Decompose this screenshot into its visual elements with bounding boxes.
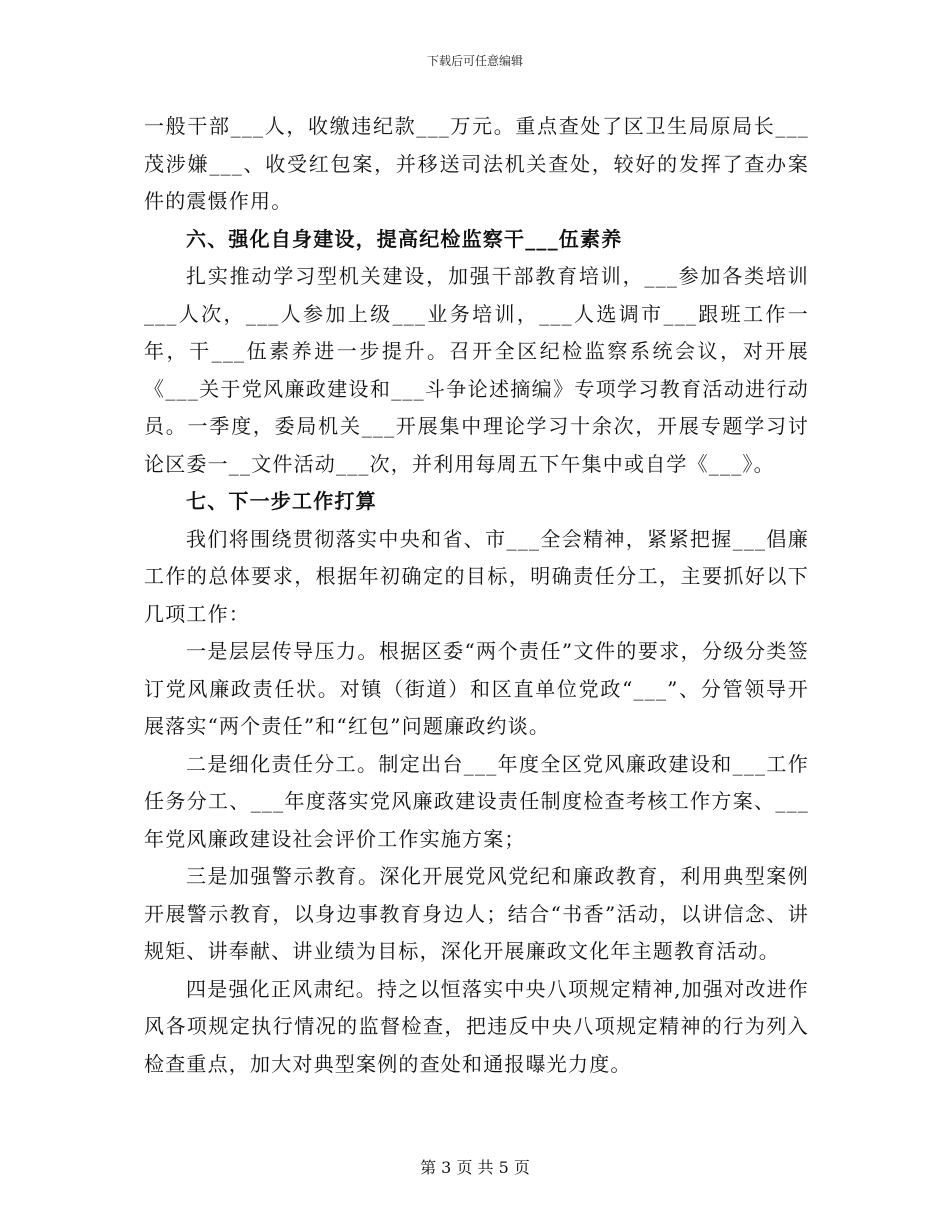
document-body: [144, 108, 809, 1083]
paragraph-next-steps-intro: 我们将围绕贯彻落实中央和省、市___全会精神，紧紧把握___倡廉工作的总体要求，根据年初确定的目标，明确责任分工，主要抓好以下几项工作：: [144, 526, 809, 626]
paragraph-self-building: 扎实推动学习型机关建设，加强干部教育培训，___参加各类培训___人次，___人参加上级___业务培训，___人选调市___跟班工作一年，干___伍素养进一步提升。召开全区纪检监察系统会议，对开展《___关于党风廉政建设和___斗争论述摘编》专项学习教育活动进行动员。一季度，委局机关___开展集中理论学习十余次，开展专题学习讨论区委一__文件活动___次，并利用每周五下午集中或自学《___》。: [144, 264, 809, 476]
page-header-note: 下载后可任意编辑: [426, 54, 523, 68]
paragraph-item-three: 三是加强警示教育。深化开展党风党纪和廉政教育，利用典型案例开展警示教育，以身边事教育身边人；结合“书香”活动，以讲信念、讲规矩、讲奉献、讲业绩为目标，深化开展廉政文化年主题教育活动。: [144, 864, 809, 963]
section-heading-six: 六、强化自身建设，提高纪检监察干___伍素养: [186, 226, 623, 251]
section-heading-seven: 七、下一步工作打算: [186, 489, 377, 513]
paragraph-item-four: 四是强化正风肃纪。持之以恒落实中央八项规定精神,加强对改进作风各项规定执行情况的监督检查，把违反中央八项规定精神的行为列入检查重点，加大对典型案例的查处和通报曝光力度。: [144, 976, 809, 1076]
paragraph-discipline-cases: 一般干部___人，收缴违纪款___万元。重点查处了区卫生局原局长___茂涉嫌___、收受红包案，并移送司法机关查处，较好的发挥了查办案件的震慑作用。: [144, 114, 809, 213]
page-number: 第 3 页 共 5 页: [420, 1158, 530, 1177]
paragraph-item-two: 二是细化责任分工。制定出台___年度全区党风廉政建设和___工作任务分工、___年度落实党风廉政建设责任制度检查考核工作方案、___年党风廉政建设社会评价工作实施方案；: [144, 751, 809, 851]
paragraph-item-one: 一是层层传导压力。根据区委“两个责任”文件的要求，分级分类签订党风廉政责任状。对镇（街道）和区直单位党政“___”、分管领导开展落实“两个责任”和“红包”问题廉政约谈。: [144, 639, 809, 738]
